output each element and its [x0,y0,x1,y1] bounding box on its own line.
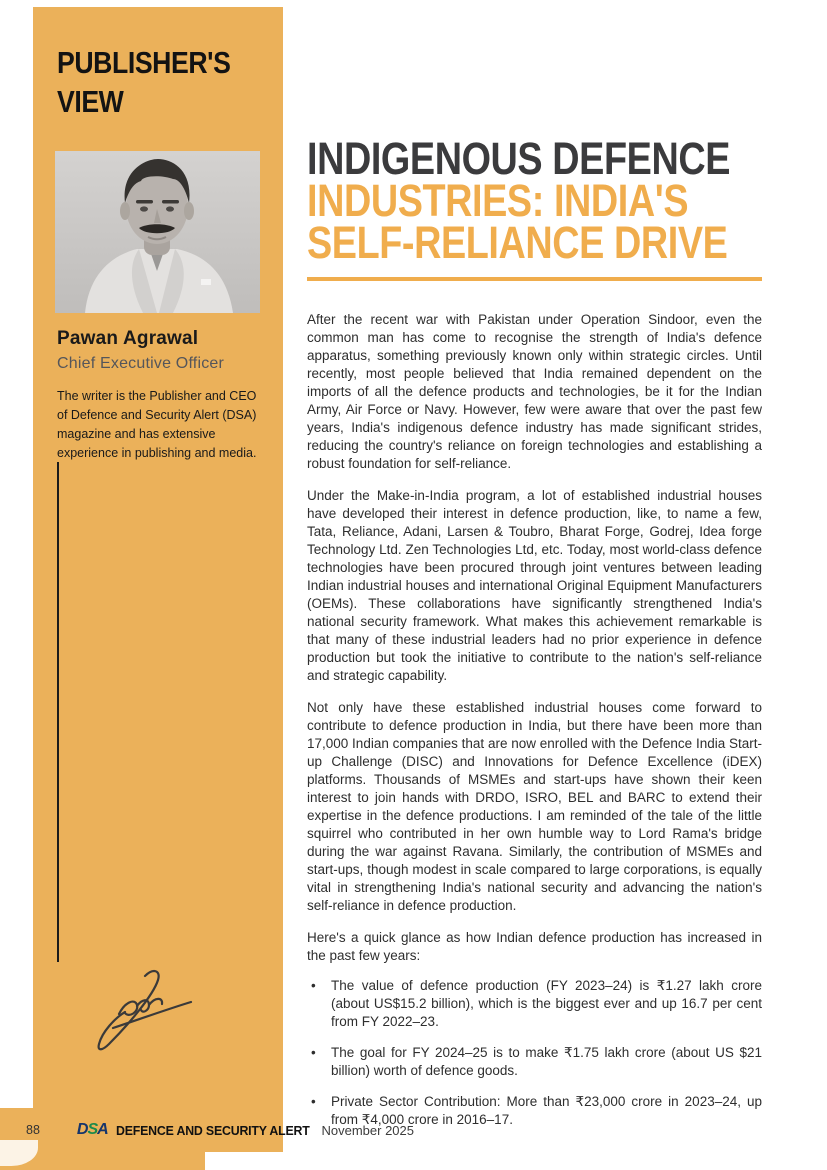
publisher-sidebar [33,7,283,1108]
headline-rule [307,277,762,281]
author-bio: The writer is the Publisher and CEO of Defence and Security Alert (DSA) magazine and has extensive experience in publishing and media. [57,389,257,460]
section-title [57,43,251,121]
article-body [307,311,762,1129]
article-paragraph-3: Not only have these established industrial houses come forward to contribute to defence production in India, but there have been more than 17,000 Indian companies that are now enrolled with the Defence India Start-up Challenge (DISC) and Innovations for Defence Excellence (iDEX) platforms. Thousands of MSMEs and start-ups have shown their keen interest to join hands with DRDO, ISRO, BEL and BARC to extend their expertise in the defence productions. I am reminded of the tale of the little squirrel who contributed in her own humble way to Lord Rama's bridge during the war against Ravana. Similarly, the contribution of MSMEs and start-ups, though modest in scale compared to large corporations, is equally vital in strengthening India's national security and advancing the nation's self-reliance in defence production. [307,700,762,913]
list-intro: Here's a quick glance as how Indian defence production has increased in the past few years: [307,930,762,963]
headline-line2: INDUSTRIES: INDIA'S [307,175,689,226]
bullet-item-1: • The value of defence production (FY 2023–24) is ₹1.27 lakh crore (about US$15.2 billion), which is the biggest ever and up 16.7 per cent from FY 2022–23. [307,977,762,1031]
section-title-line1: PUBLISHER'S [57,45,231,80]
footer [0,1108,414,1152]
bullet-item-3: • Private Sector Contribution: More than ₹23,000 crore in 2023–24, up from ₹4,000 crore in 2016–17. [307,1093,762,1129]
dsa-logo [77,1121,108,1139]
stats-bullet-list [307,977,762,1129]
page-number: 88 [26,1123,40,1137]
author-name: Pawan Agrawal [57,328,199,349]
bullet-item-2: • The goal for FY 2024–25 is to make ₹1.75 lakh crore (about US $21 billion) worth of defence goods. [307,1044,762,1080]
author-title: Chief Executive Officer [57,355,225,372]
section-title-line2: VIEW [57,84,124,119]
article-paragraph-2: Under the Make-in-India program, a lot of established industrial houses have developed their interest in defence production, like, to name a few, Tata, Reliance, Adani, Larsen & Toubro, Bharat Forge, Godrej, Idea forge Technology Ltd. Zen Technologies Ltd, etc. Today, most world-class defence technologies have been procured through joint ventures between leading Indian industrial houses and international Original Equipment Manufacturers (OEMs). These collaborations have significantly strengthened India's national security framework. What makes this achievement remarkable is that many of these industrial leaders had no prior experience in defence production but took the initiative to contribute to the nation's self-reliance and strategic capability. [307,488,762,683]
dsa-logo-s: S [87,1121,98,1138]
article [307,133,762,1142]
article-headline [307,133,762,268]
vertical-divider [57,462,59,962]
headline-line3: SELF-RELIANCE DRIVE [307,217,728,268]
author-photo [55,151,260,313]
dsa-logo-a: A [97,1121,108,1138]
article-paragraph-1: After the recent war with Pakistan under Operation Sindoor, even the common man has come to recognise the strength of India's defence apparatus, something previously known only within strategic circles. Until recently, most people believed that India remained dependent on the imports of all the defence products and technologies, be it for the Indian Army, Air Force or Navy. However, few were aware that over the past few years, India's indigenous defence industry has made significant strides, reducing the country's reliance on foreign technologies and establishing a robust foundation for self-reliance. [307,312,762,471]
issue-date: November 2025 [321,1122,414,1138]
headline-line1: INDIGENOUS DEFENCE [307,133,730,184]
signature [79,962,204,1057]
dsa-logo-d: D [76,1121,88,1138]
magazine-title: DEFENCE AND SECURITY ALERT [115,1122,310,1138]
